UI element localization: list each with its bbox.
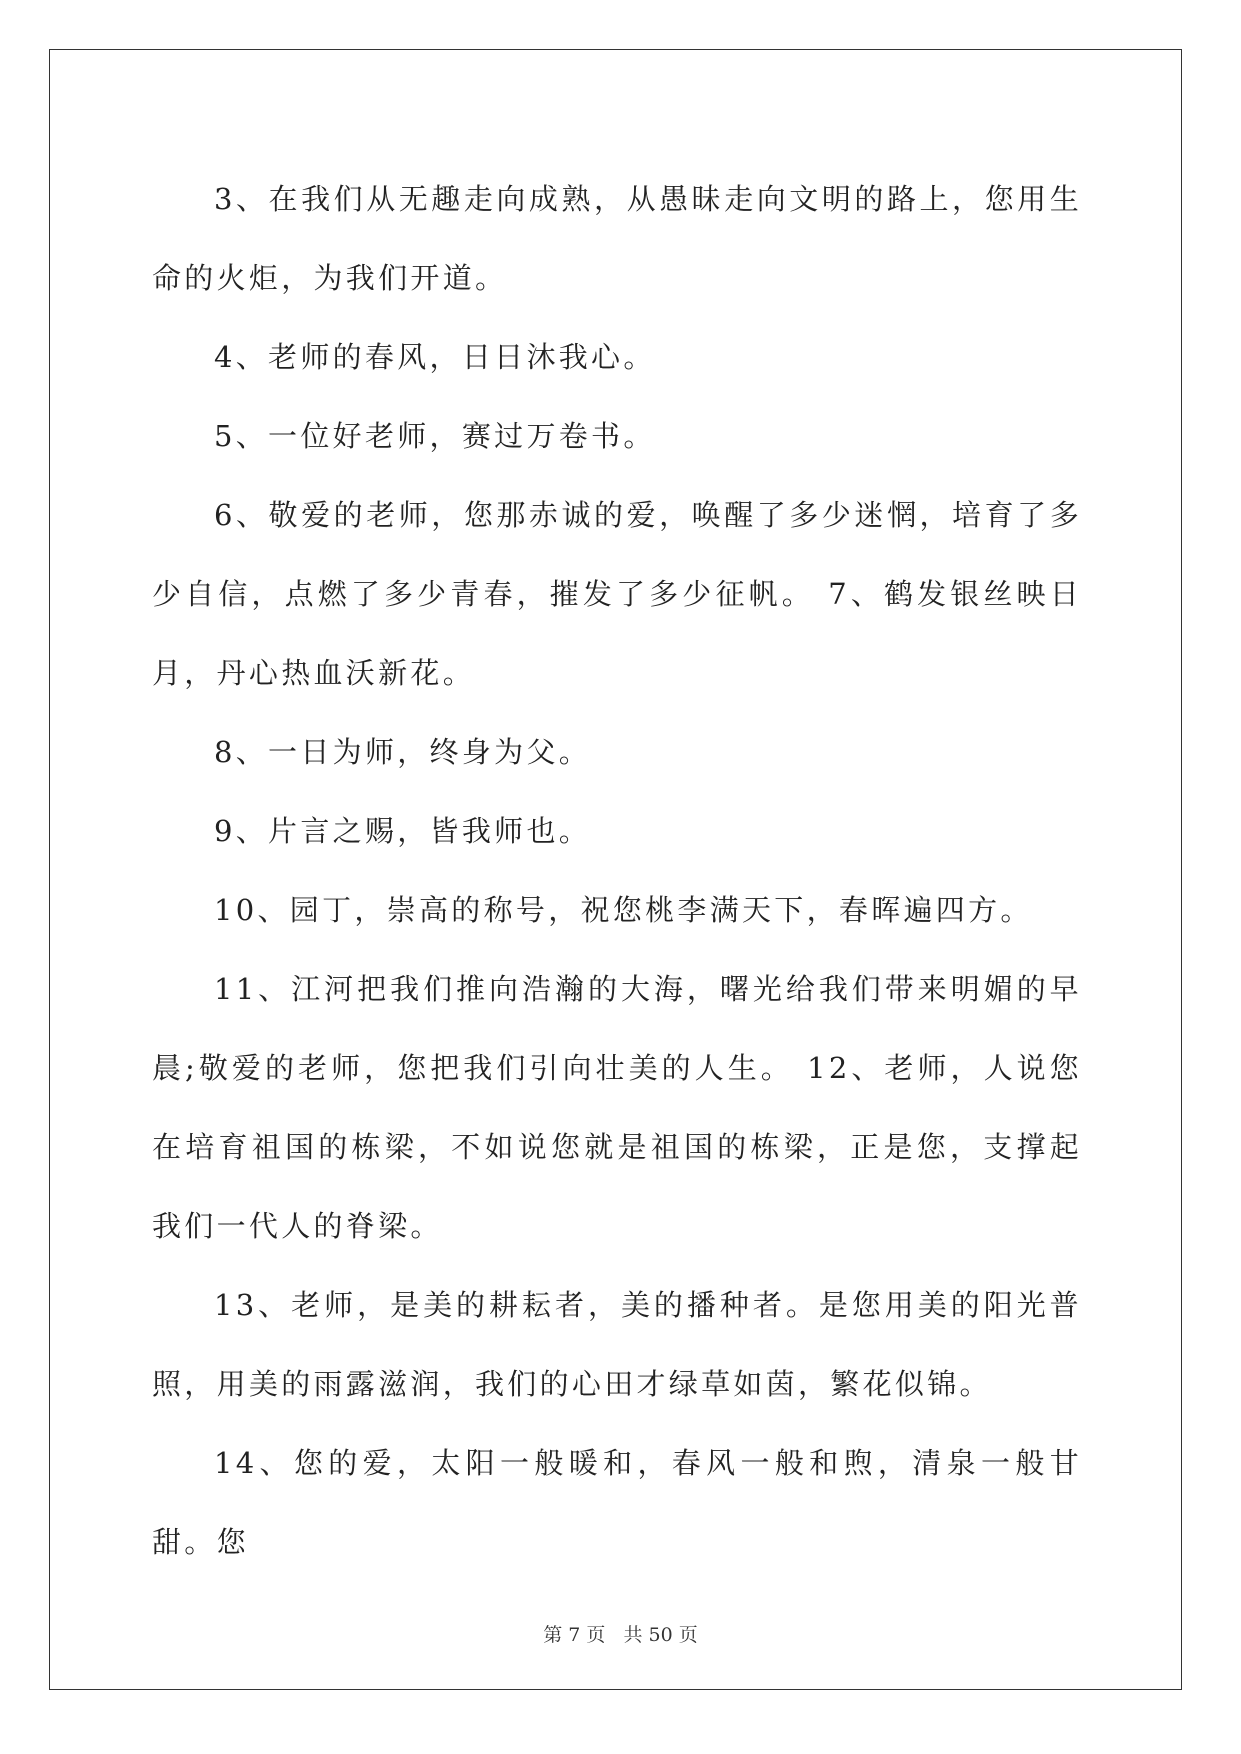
document-body bbox=[152, 160, 1082, 1582]
paragraph-3: 3、在我们从无趣走向成熟，从愚昧走向文明的路上，您用生命的火炬，为我们开道。 bbox=[152, 182, 1082, 295]
paragraph-13: 13、老师，是美的耕耘者，美的播种者。是您用美的阳光普照，用美的雨露滋润，我们的心田才绿草如茵，繁花似锦。 bbox=[152, 1288, 1082, 1401]
paragraph-8: 8、一日为师，终身为父。 bbox=[214, 735, 592, 769]
paragraph-6: 6、敬爱的老师，您那赤诚的爱，唤醒了多少迷惘，培育了多少自信，点燃了多少青春，摧发了多少征帆。 7、鹤发银丝映日月，丹心热血沃新花。 bbox=[152, 498, 1082, 690]
paragraph-9: 9、片言之赐，皆我师也。 bbox=[214, 814, 592, 848]
paragraph-4: 4、老师的春风，日日沐我心。 bbox=[214, 340, 656, 374]
page-number: 第 7 页 bbox=[543, 1624, 606, 1646]
page-footer bbox=[0, 1620, 1241, 1647]
paragraph-11: 11、江河把我们推向浩瀚的大海，曙光给我们带来明媚的早晨;敬爱的老师，您把我们引向壮美的人生。 12、老师，人说您在培育祖国的栋梁，不如说您就是祖国的栋梁，正是您，支撑起我们一代人的脊梁。 bbox=[152, 972, 1082, 1243]
paragraph-14: 14、您的爱，太阳一般暖和，春风一般和煦，清泉一般甘甜。您 bbox=[152, 1446, 1082, 1559]
total-pages: 共 50 页 bbox=[623, 1624, 698, 1646]
paragraph-5: 5、一位好老师，赛过万卷书。 bbox=[214, 419, 656, 453]
paragraph-10: 10、园丁，崇高的称号，祝您桃李满天下，春晖遍四方。 bbox=[214, 893, 1033, 927]
